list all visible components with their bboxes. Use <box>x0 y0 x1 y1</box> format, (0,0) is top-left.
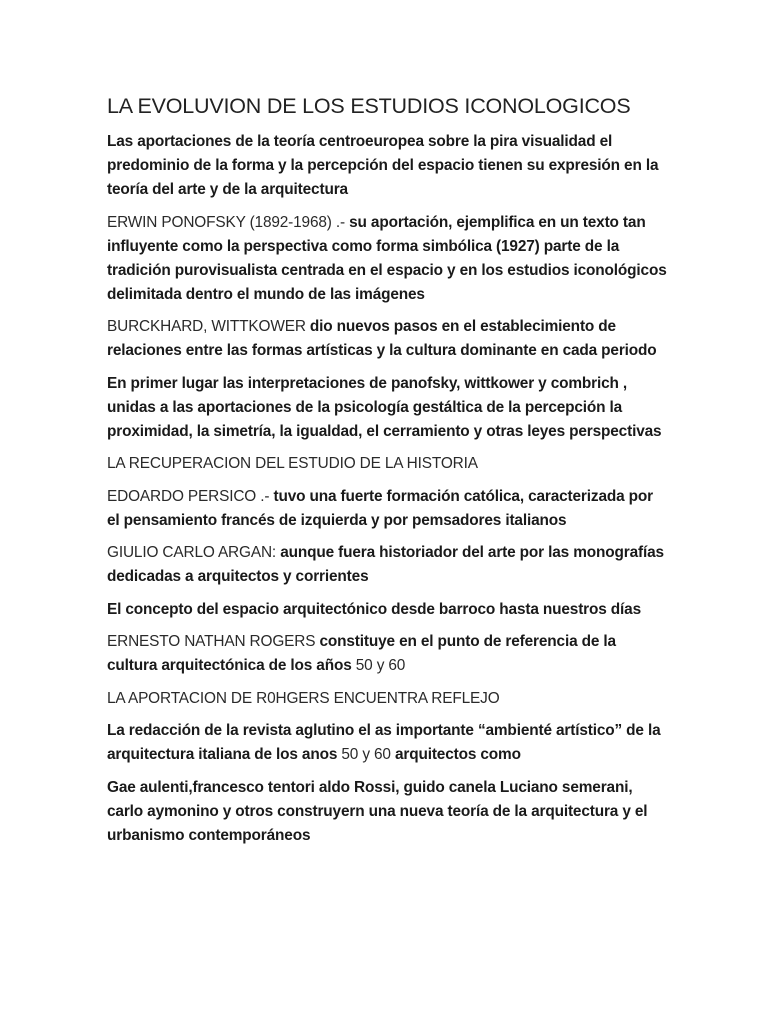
paragraph-4 <box>107 372 667 444</box>
paragraph-8-text: constituye en el punto de referencia de la cultura arquitectónica de los años <box>107 633 616 674</box>
document-page <box>107 92 667 856</box>
paragraph-3-text: dio nuevos pasos en el establecimiento de relaciones entre las formas artísticas y la cultura dominante en cada periodo <box>107 318 657 359</box>
paragraph-3-lead: BURCKHARD, WITTKOWER <box>107 318 310 335</box>
paragraph-9-mid: 50 y 60 <box>341 746 391 763</box>
paragraph-3 <box>107 315 667 363</box>
paragraph-7 <box>107 598 667 622</box>
paragraph-2-text: su aportación, ejemplifica en un texto tan influyente como la perspectiva como forma simbólica (1927) parte de la tradición purovisualista centrada en el espacio y en los estudios iconológicos delimitada dentro el mundo de las imágenes <box>107 213 667 303</box>
paragraph-5-lead: EDOARDO PERSICO .- <box>107 487 274 505</box>
paragraph-7-text: El concepto del espacio arquitectónico desde barroco hasta nuestros días <box>107 600 642 618</box>
document-title: LA EVOLUVION DE LOS ESTUDIOS ICONOLOGICOS <box>107 94 631 118</box>
paragraph-2 <box>107 211 667 307</box>
paragraph-10-text: Gae aulenti,francesco tentori aldo Rossi, guido canela Luciano semerani, carlo aymonino y otros construyern una nueva teoría de la arquitectura y el urbanismo contemporáneos <box>107 778 648 844</box>
paragraph-1 <box>107 130 667 202</box>
paragraph-2-lead: ERWIN PONOFSKY (1892-1968) .- <box>107 213 350 231</box>
paragraph-4-text: En primer lugar las interpretaciones de panofsky, wittkower y combrich , unidas a las aportaciones de la psicología gestáltica de la percepción la proximidad, la simetría, la igualdad, el cerramiento y otras leyes perspectivas <box>107 374 662 440</box>
paragraph-8-lead: ERNESTO NATHAN ROGERS <box>107 633 320 650</box>
section-heading-reflejo: LA APORTACION DE R0HGERS ENCUENTRA REFLEJO <box>107 689 500 707</box>
paragraph-9-text: La redacción de la revista aglutino el as importante “ambienté artístico” de la arquitectura italiana de los anos <box>107 722 661 763</box>
section-heading-historia: LA RECUPERACION DEL ESTUDIO DE LA HISTORIA <box>107 455 478 472</box>
paragraph-10 <box>107 776 667 848</box>
paragraph-6-lead: GIULIO CARLO ARGAN: <box>107 544 281 561</box>
paragraph-9-end: arquitectos como <box>390 746 521 763</box>
paragraph-9 <box>107 719 667 767</box>
paragraph-5 <box>107 485 667 533</box>
paragraph-1-text: Las aportaciones de la teoría centroeuropea sobre la pira visualidad el predominio de la forma y la percepción del espacio tienen su expresión en la teoría del arte y de la arquitectura <box>107 133 659 198</box>
paragraph-8-tail: 50 y 60 <box>355 657 406 674</box>
paragraph-5-text: tuvo una fuerte formación católica, caracterizada por el pensamiento francés de izquierda y por pemsadores italianos <box>107 487 653 529</box>
paragraph-8 <box>107 630 667 678</box>
paragraph-6-text: aunque fuera historiador del arte por las monografías dedicadas a arquitectos y corrientes <box>107 544 664 585</box>
paragraph-6 <box>107 541 667 589</box>
